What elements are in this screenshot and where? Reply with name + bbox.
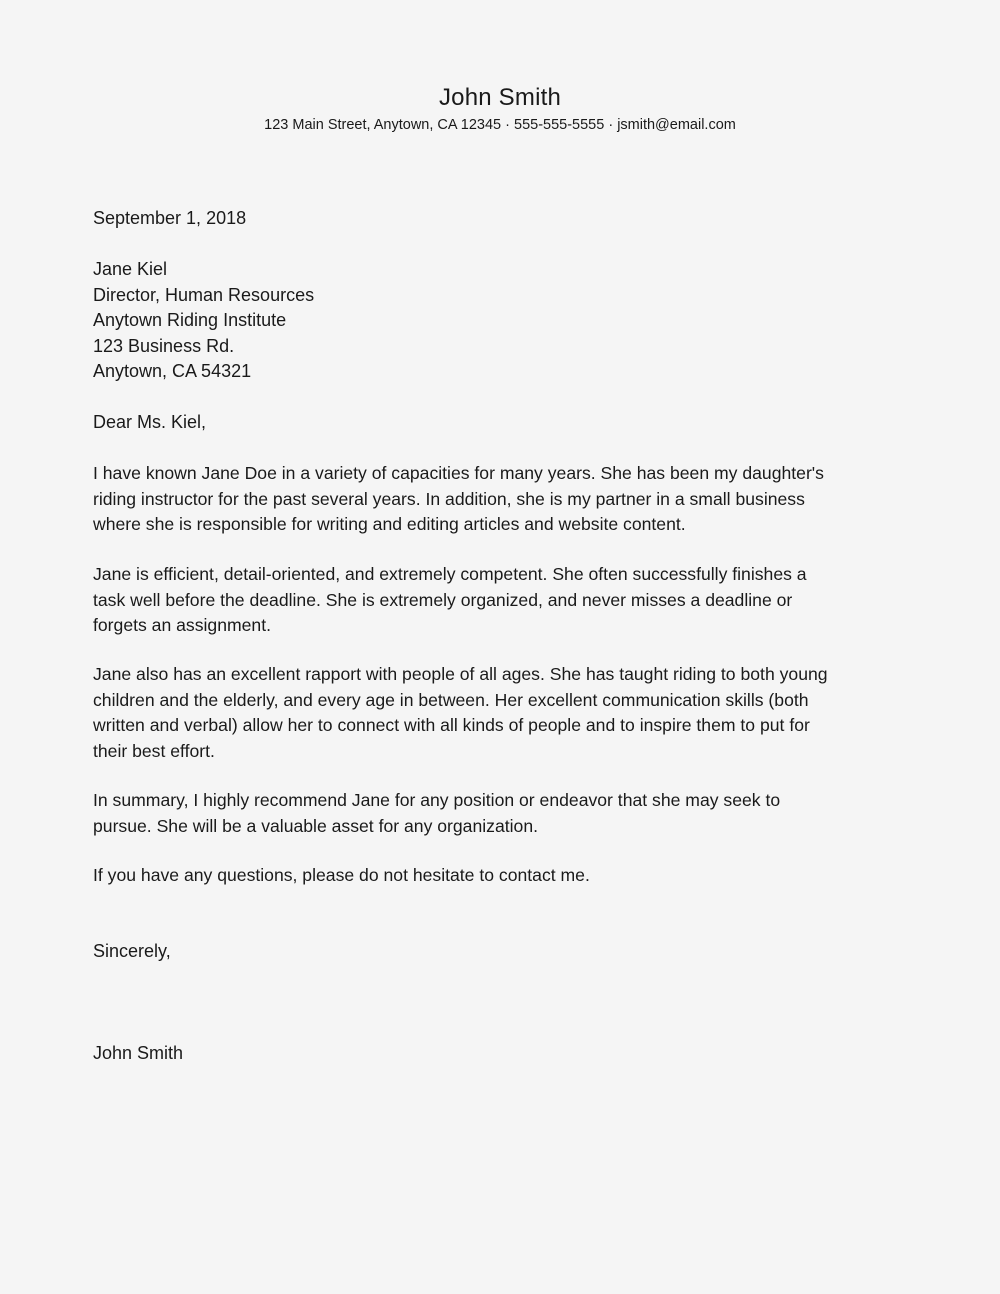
body-paragraph-3	[93, 662, 828, 764]
recipient-title: Director, Human Resources	[93, 284, 315, 305]
sender-name: John Smith	[438, 84, 562, 111]
sender-contact-line: 123 Main Street, Anytown, CA 12345 · 555-555-5555 · jsmith@email.com	[264, 117, 736, 133]
paragraph-line: children and the elderly, and every age in between. Her excellent communication skills (both	[93, 689, 809, 710]
paragraph-line: where she is responsible for writing and editing articles and website content.	[93, 514, 686, 534]
paragraph-line: written and verbal) allow her to connect with all kinds of people and to inspire them to put for	[93, 715, 810, 735]
paragraph-line: In summary, I highly recommend Jane for any position or endeavor that she may seek to	[93, 790, 781, 810]
paragraph-line: Jane is efficient, detail-oriented, and extremely competent. She often successfully finishes a	[93, 564, 807, 584]
paragraph-line: task well before the deadline. She is extremely organized, and never misses a deadline or	[93, 589, 793, 610]
paragraph-line: forgets an assignment.	[93, 615, 271, 635]
recipient-organization: Anytown Riding Institute	[93, 310, 287, 330]
signature-name: John Smith	[93, 1043, 184, 1063]
paragraph-line: I have known Jane Doe in a variety of capacities for many years. She has been my daughter's	[93, 463, 824, 483]
recipient-city: Anytown, CA 54321	[93, 361, 252, 381]
body-paragraph-1	[93, 461, 824, 538]
salutation: Dear Ms. Kiel,	[93, 412, 207, 432]
body-paragraph-2	[93, 562, 807, 639]
paragraph-line: their best effort.	[93, 740, 215, 761]
paragraph-line: If you have any questions, please do not hesitate to contact me.	[93, 865, 590, 885]
closing: Sincerely,	[93, 941, 171, 961]
body-paragraph-5	[93, 863, 590, 889]
recipient-street: 123 Business Rd.	[93, 335, 235, 356]
letter-date: September 1, 2018	[93, 208, 247, 228]
recipient-name: Jane Kiel	[93, 259, 168, 279]
paragraph-line: pursue. She will be a valuable asset for any organization.	[93, 815, 538, 836]
paragraph-line: Jane also has an excellent rapport with people of all ages. She has taught riding to both young	[93, 664, 828, 684]
paragraph-line: riding instructor for the past several years. In addition, she is my partner in a small business	[93, 488, 805, 509]
body-paragraph-4	[93, 788, 780, 839]
recipient-address	[93, 257, 314, 385]
